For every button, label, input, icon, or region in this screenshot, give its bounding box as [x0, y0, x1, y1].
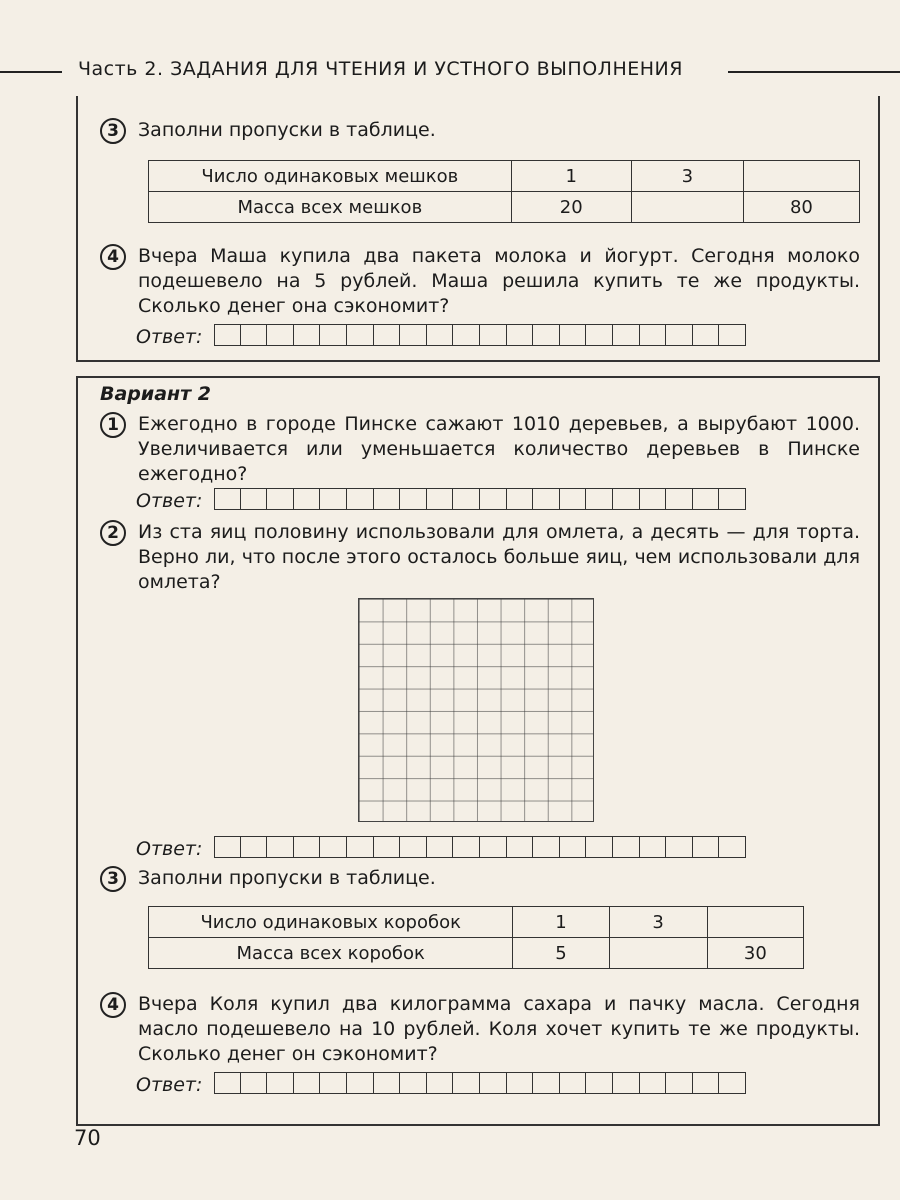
task-number-badge: 4	[100, 992, 126, 1018]
answer-cell[interactable]	[613, 836, 640, 858]
task-text: Вчера Коля купил два килограмма сахара и пачку масла. Сегодня масло подешевело на 10 рублей. Коля хочет купить те же продукты. Сколько денег он сэкономит?	[138, 993, 860, 1065]
answer-cell[interactable]	[427, 324, 454, 346]
table-cell: 3	[609, 907, 707, 938]
table-cell: 20	[511, 192, 631, 223]
answer-cell[interactable]	[214, 324, 241, 346]
answer-cell[interactable]	[294, 1072, 321, 1094]
answer-cell[interactable]	[347, 488, 374, 510]
answer-cell[interactable]	[586, 1072, 613, 1094]
answer-cells[interactable]	[214, 836, 746, 858]
answer-cell[interactable]	[480, 1072, 507, 1094]
task-number-badge: 1	[100, 412, 126, 438]
table-cell-blank[interactable]	[609, 938, 707, 969]
variant-2-title: Вариант 2	[100, 383, 212, 405]
answer-cell[interactable]	[214, 1072, 241, 1094]
answer-cell[interactable]	[666, 488, 693, 510]
answer-cell[interactable]	[400, 488, 427, 510]
table-cell: 30	[707, 938, 803, 969]
answer-cell[interactable]	[560, 836, 587, 858]
answer-cell[interactable]	[374, 836, 401, 858]
answer-cell[interactable]	[613, 324, 640, 346]
table-cell-blank[interactable]	[631, 192, 743, 223]
page-number: 70	[74, 1126, 101, 1150]
answer-cell[interactable]	[640, 1072, 667, 1094]
answer-cell[interactable]	[427, 488, 454, 510]
answer-cell[interactable]	[693, 836, 720, 858]
answer-cell[interactable]	[427, 1072, 454, 1094]
table-cell: 1	[511, 161, 631, 192]
task-text: Заполни пропуски в таблице.	[138, 867, 436, 889]
answer-cell[interactable]	[613, 488, 640, 510]
v2-task-4	[100, 992, 860, 1068]
table-cell: 80	[743, 192, 859, 223]
answer-cell[interactable]	[719, 488, 746, 510]
answer-cell[interactable]	[480, 836, 507, 858]
answer-cell[interactable]	[400, 836, 427, 858]
answer-cell[interactable]	[507, 324, 534, 346]
answer-cell[interactable]	[560, 1072, 587, 1094]
answer-cell[interactable]	[666, 324, 693, 346]
answer-cell[interactable]	[294, 488, 321, 510]
answer-cell[interactable]	[453, 836, 480, 858]
answer-cell[interactable]	[214, 836, 241, 858]
answer-cell[interactable]	[640, 324, 667, 346]
answer-label: Ответ:	[136, 326, 203, 348]
answer-cell[interactable]	[241, 324, 268, 346]
v2-task-3	[100, 866, 860, 892]
answer-cell[interactable]	[480, 324, 507, 346]
header-rule-right	[728, 71, 900, 73]
answer-cell[interactable]	[400, 324, 427, 346]
table-cell: 3	[631, 161, 743, 192]
v2-task-1	[100, 412, 860, 488]
answer-cell[interactable]	[586, 324, 613, 346]
answer-cell[interactable]	[640, 488, 667, 510]
v1-task-4	[100, 244, 860, 320]
table-cell: Число одинаковых мешков	[149, 161, 512, 192]
answer-cell[interactable]	[241, 488, 268, 510]
answer-cell[interactable]	[640, 836, 667, 858]
scratch-grid[interactable]	[358, 598, 594, 822]
answer-cell[interactable]	[719, 836, 746, 858]
table-cell: Масса всех коробок	[149, 938, 513, 969]
answer-cell[interactable]	[533, 836, 560, 858]
answer-cell[interactable]	[613, 1072, 640, 1094]
answer-cell[interactable]	[347, 1072, 374, 1094]
answer-cell[interactable]	[294, 836, 321, 858]
answer-cell[interactable]	[719, 324, 746, 346]
v1-task-3	[100, 118, 860, 144]
answer-cell[interactable]	[347, 836, 374, 858]
task-text: Ежегодно в городе Пинске сажают 1010 деревьев, а вырубают 1000. Увеличивается или уменьшается количество деревьев в Пинске ежегодно?	[138, 413, 860, 485]
table-cell: 1	[513, 907, 609, 938]
answer-cell[interactable]	[693, 1072, 720, 1094]
answer-cell[interactable]	[507, 1072, 534, 1094]
answer-cell[interactable]	[693, 488, 720, 510]
answer-cell[interactable]	[533, 324, 560, 346]
answer-cell[interactable]	[320, 324, 347, 346]
answer-cell[interactable]	[453, 324, 480, 346]
answer-cell[interactable]	[374, 324, 401, 346]
answer-cell[interactable]	[214, 488, 241, 510]
answer-cells[interactable]	[214, 1072, 746, 1094]
v1-fill-table	[148, 160, 860, 223]
answer-cell[interactable]	[294, 324, 321, 346]
answer-cell[interactable]	[241, 1072, 268, 1094]
table-cell: 5	[513, 938, 609, 969]
answer-cell[interactable]	[400, 1072, 427, 1094]
v2-fill-table	[148, 906, 804, 969]
header-rule-left	[0, 71, 62, 73]
table-cell: Число одинаковых коробок	[149, 907, 513, 938]
task-text: Из ста яиц половину использовали для омлета, а десять — для торта. Верно ли, что после этого осталось больше яиц, чем использовали для омлета?	[138, 521, 860, 593]
answer-cell[interactable]	[666, 836, 693, 858]
task-number-badge: 3	[100, 118, 126, 144]
answer-cell[interactable]	[560, 324, 587, 346]
answer-label: Ответ:	[136, 838, 203, 860]
answer-cell[interactable]	[480, 488, 507, 510]
answer-cell[interactable]	[586, 488, 613, 510]
answer-cell[interactable]	[719, 1072, 746, 1094]
answer-cell[interactable]	[533, 488, 560, 510]
answer-cell[interactable]	[427, 836, 454, 858]
task-number-badge: 2	[100, 520, 126, 546]
answer-cell[interactable]	[267, 324, 294, 346]
answer-cell[interactable]	[507, 836, 534, 858]
answer-cell[interactable]	[267, 488, 294, 510]
answer-label: Ответ:	[136, 1074, 203, 1096]
answer-label: Ответ:	[136, 490, 203, 512]
answer-cell[interactable]	[666, 1072, 693, 1094]
answer-cell[interactable]	[267, 1072, 294, 1094]
answer-cell[interactable]	[267, 836, 294, 858]
answer-cell[interactable]	[693, 324, 720, 346]
answer-cell[interactable]	[533, 1072, 560, 1094]
table-cell-blank[interactable]	[743, 161, 859, 192]
table-cell: Масса всех мешков	[149, 192, 512, 223]
v2-task-2	[100, 520, 860, 596]
answer-cell[interactable]	[507, 488, 534, 510]
answer-cells[interactable]	[214, 488, 746, 510]
task-text: Вчера Маша купила два пакета молока и йогурт. Сегодня молоко подешевело на 5 рублей. Маша решила купить те же продукты. Сколько денег она сэкономит?	[138, 245, 860, 317]
answer-cell[interactable]	[320, 836, 347, 858]
answer-cell[interactable]	[560, 488, 587, 510]
page-header	[0, 52, 900, 88]
answer-cell[interactable]	[453, 488, 480, 510]
answer-cell[interactable]	[241, 836, 268, 858]
answer-cell[interactable]	[374, 488, 401, 510]
task-number-badge: 3	[100, 866, 126, 892]
answer-cell[interactable]	[320, 488, 347, 510]
answer-cell[interactable]	[586, 836, 613, 858]
answer-cells[interactable]	[214, 324, 746, 346]
answer-cell[interactable]	[320, 1072, 347, 1094]
answer-cell[interactable]	[347, 324, 374, 346]
task-number-badge: 4	[100, 244, 126, 270]
table-cell-blank[interactable]	[707, 907, 803, 938]
answer-cell[interactable]	[374, 1072, 401, 1094]
answer-cell[interactable]	[453, 1072, 480, 1094]
task-text: Заполни пропуски в таблице.	[138, 119, 436, 141]
header-title: Часть 2. ЗАДАНИЯ ДЛЯ ЧТЕНИЯ И УСТНОГО ВЫПОЛНЕНИЯ	[78, 58, 683, 80]
